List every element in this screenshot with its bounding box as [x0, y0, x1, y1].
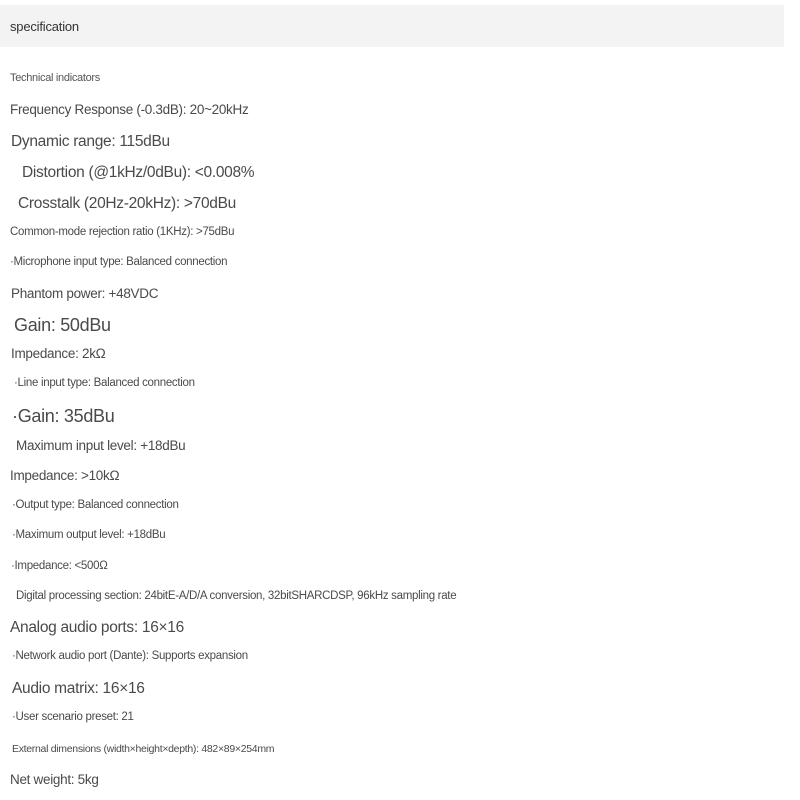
spec-net-weight: Net weight: 5kg — [10, 772, 99, 787]
spec-output-type: ·Output type: Balanced connection — [12, 499, 179, 511]
spec-line-gain: ·Gain: 35dBu — [12, 406, 115, 426]
section-title: Technical indicators — [10, 72, 100, 84]
spec-dynamic-range: Dynamic range: 115dBu — [11, 133, 170, 150]
spec-header-bar — [0, 5, 784, 47]
spec-line-input-type: ·Line input type: Balanced connection — [14, 377, 195, 389]
spec-mic-input-type: ·Microphone input type: Balanced connection — [10, 256, 228, 268]
spec-audio-matrix: Audio matrix: 16×16 — [12, 680, 145, 697]
spec-distortion: Distortion (@1kHz/0dBu): <0.008% — [22, 164, 255, 181]
spec-max-input-level: Maximum input level: +18dBu — [16, 438, 186, 453]
spec-crosstalk: Crosstalk (20Hz-20kHz): >70dBu — [18, 195, 236, 212]
spec-mic-impedance: Impedance: 2kΩ — [11, 346, 106, 361]
spec-output-impedance: ·Impedance: <500Ω — [11, 560, 108, 572]
spec-phantom-power: Phantom power: +48VDC — [11, 286, 159, 301]
spec-cmrr: Common-mode rejection ratio (1KHz): >75dBu — [10, 226, 235, 238]
spec-line-impedance: Impedance: >10kΩ — [10, 468, 120, 483]
spec-analog-ports: Analog audio ports: 16×16 — [10, 619, 184, 636]
spec-dimensions: External dimensions (width×height×depth): 482×89×254mm — [12, 743, 275, 755]
spec-digital-processing: Digital processing section: 24bitE-A/D/A conversion, 32bitSHARCDSP, 96kHz sampling rate — [16, 590, 457, 602]
spec-max-output-level: ·Maximum output level: +18dBu — [12, 529, 166, 541]
spec-mic-gain: Gain: 50dBu — [14, 315, 111, 335]
spec-frequency-response: Frequency Response (-0.3dB): 20~20kHz — [10, 102, 249, 117]
spec-tab-title: specification — [10, 19, 79, 34]
spec-user-preset: ·User scenario preset: 21 — [12, 711, 134, 723]
spec-network-audio-port: ·Network audio port (Dante): Supports expansion — [12, 650, 248, 662]
